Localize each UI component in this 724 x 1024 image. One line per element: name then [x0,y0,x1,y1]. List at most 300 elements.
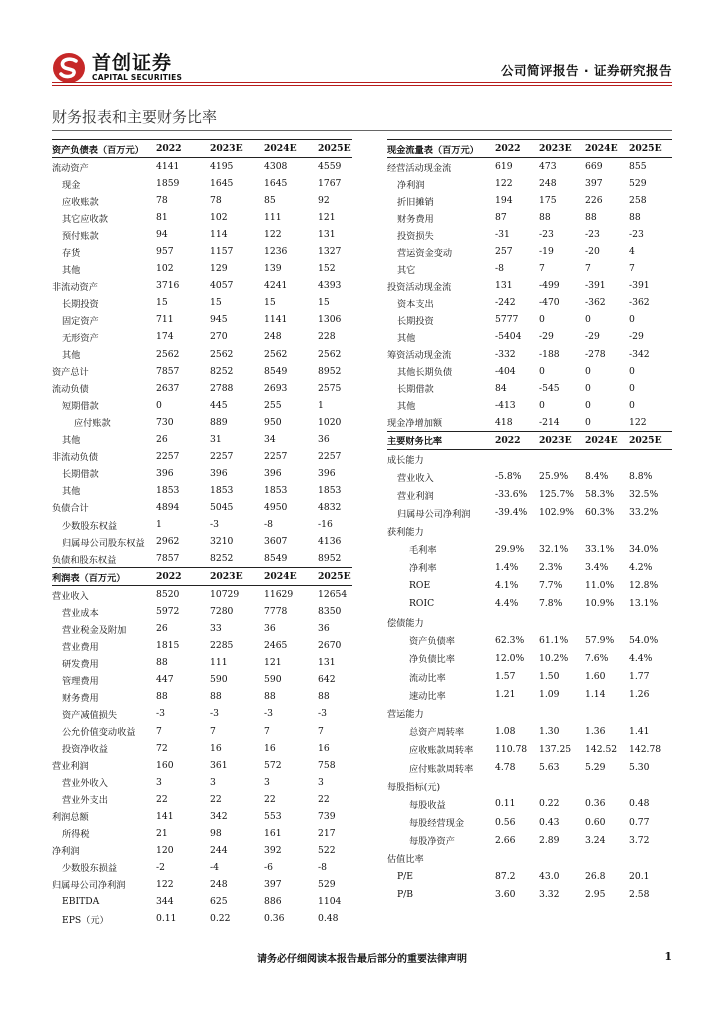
cell-value [539,704,585,722]
cell-value [585,849,629,867]
cell-value: 1.09 [539,689,560,701]
cell-value: 0.36 [585,798,606,810]
row-label: P/B [397,889,414,901]
table-row [387,795,672,813]
table-row [387,380,672,397]
cell-value: 161 [264,827,282,839]
cell-value: 396 [318,467,336,479]
row-label: 营业利润 [397,490,434,502]
cell-value [495,522,539,540]
cell-value: 2257 [156,450,180,462]
cell-value [495,777,539,795]
cell-value: 396 [210,467,228,479]
cell-value: 88 [156,691,168,703]
cell-value: -16 [318,519,333,530]
cell-value: -214 [539,416,560,428]
cell-value: 0.60 [585,816,606,828]
row-label: P/E [397,871,413,883]
row-label: 流动资产 [52,162,89,174]
cell-value: 3716 [156,280,180,292]
row-label: 其他 [62,486,81,498]
table-row [52,175,352,192]
cash-flow-table [387,139,672,431]
cell-value: 3607 [264,536,288,548]
cell-value: 270 [210,331,228,343]
table-row [52,482,352,499]
cell-value: 2.66 [495,834,516,846]
cell-value: 114 [210,229,228,241]
table-row [52,603,352,620]
page-number: 1 [664,950,672,963]
table-row [52,192,352,209]
row-label: 成长能力 [387,454,424,466]
table-row [52,688,352,705]
cell-value: 7.7% [539,580,563,592]
cell-value: 2562 [318,348,342,360]
table-row [52,346,352,363]
table-row [52,620,352,637]
cell-value: 4393 [318,280,342,292]
cell-value: 1.08 [495,725,516,737]
row-label: 净利率 [409,563,437,575]
cell-value: -362 [585,297,606,309]
cell-value: -404 [495,365,516,377]
row-label: 应收账款周转率 [409,745,474,757]
cell-value: 2465 [264,640,288,652]
row-label: 流动负债 [52,384,89,396]
row-label: 流动比率 [409,672,446,684]
row-label: 负债和股东权益 [52,554,117,566]
cell-value: 3.4% [585,561,609,573]
cell-value: 4.2% [629,561,653,573]
cell-value: -33.6% [495,489,528,501]
cell-value: 0.11 [495,798,516,810]
cell-value: -19 [539,246,554,258]
cell-value: 7 [156,725,162,737]
table-row [52,226,352,243]
cell-value: 4832 [318,501,342,513]
cell-value: 88 [156,657,168,669]
table-row [387,192,672,209]
cell-value [539,613,585,631]
cell-value: 1853 [210,484,234,496]
cell-value: 131 [495,280,513,292]
cell-value: -5404 [495,331,522,343]
cell-value: 102 [210,212,228,224]
brand-logo [52,52,192,84]
cell-value: 12.8% [629,580,659,592]
cell-value: 7 [318,725,324,737]
row-label: 应收账款 [62,196,99,208]
cell-value: 8252 [210,553,234,565]
cell-value: 2257 [264,450,288,462]
cell-value: 396 [264,467,282,479]
cell-value: 2285 [210,640,234,652]
cell-value: 396 [156,467,174,479]
cell-value: 522 [318,844,336,856]
cell-value: 855 [629,161,647,173]
cell-value: 81 [156,212,168,224]
cell-value: 85 [264,195,276,207]
cell-value [539,777,585,795]
cell-value: 758 [318,759,336,771]
cell-value: 36 [318,623,330,635]
cell-value: 21 [156,827,168,839]
cell-value: -413 [495,399,516,411]
cell-value: 228 [318,331,336,343]
table-row [387,668,672,686]
cell-value: 175 [539,195,557,207]
cell-value: 8520 [156,589,180,601]
cell-value: 590 [210,674,228,686]
cell-value: 5972 [156,606,180,618]
cell-value: 15 [264,297,276,309]
cell-value: 0.22 [210,913,231,925]
cell-value [539,522,585,540]
cell-value: 22 [210,793,222,805]
table-row [52,328,352,345]
cell-value: 137.25 [539,743,572,755]
cell-value: 194 [495,195,513,207]
table-row [52,740,352,757]
row-label: 少数股东损益 [62,863,118,875]
row-label: 其它 [397,264,416,276]
cell-value [585,449,629,467]
table-row [52,397,352,414]
table-row [52,723,352,740]
cell-value: 0 [156,399,162,411]
row-label: 利润总额 [52,812,89,824]
cell-value: -29 [629,331,644,343]
table-row [387,868,672,886]
cell-value: 0 [585,365,591,377]
cell-value: 2.95 [585,889,606,901]
year-header: 2025E [318,568,352,586]
header-divider-secondary [52,85,672,86]
cell-value: 3 [318,776,324,788]
cell-value: 248 [210,878,228,890]
cell-value: 619 [495,161,513,173]
table-row [387,504,672,522]
table-row [387,346,672,363]
row-label: 营业收入 [52,590,89,602]
cell-value [629,613,672,631]
table-row [52,209,352,226]
table-row [52,380,352,397]
cell-value: -31 [495,229,510,241]
cell-value: -3 [210,519,219,530]
cell-value: -8 [495,263,504,275]
cell-value: 33 [210,623,222,635]
header-divider [52,82,672,83]
table-row [52,910,352,927]
cell-value: 33.1% [585,543,615,555]
cell-value: 1853 [264,484,288,496]
row-label: 管理费用 [62,675,99,687]
row-label: 长期借款 [397,384,434,396]
cell-value: 142.52 [585,743,618,755]
cell-value: -332 [495,348,516,360]
cell-value: 1157 [210,246,234,258]
table-row [52,260,352,277]
cell-value: 26.8 [585,871,606,883]
cell-value: 0 [629,399,635,411]
cell-value: 5.30 [629,762,650,774]
row-label: 负债合计 [52,503,89,515]
cell-value [585,522,629,540]
table-row [387,813,672,831]
table-row [52,516,352,533]
cell-value: 142.78 [629,743,662,755]
cell-value: 16 [264,742,276,754]
cell-value: 31 [210,433,222,445]
row-label: 营业利润 [52,761,89,773]
cell-value: 447 [156,674,174,686]
table-row [52,414,352,431]
cell-value: 34 [264,433,276,445]
cell-value: 4.4% [629,652,653,664]
table-row [387,486,672,504]
table-row [52,893,352,910]
cell-value [495,449,539,467]
table-row [387,311,672,328]
cell-value: 392 [264,844,282,856]
table-row [52,465,352,482]
table-row [387,294,672,311]
cell-value: 12654 [318,589,348,601]
cell-value [495,704,539,722]
cell-value: 121 [318,212,336,224]
cell-value: 0 [585,399,591,411]
year-header: 2025E [629,140,672,158]
table-row [387,522,672,540]
row-label: 少数股东权益 [62,520,118,532]
cell-value: 344 [156,895,174,907]
cell-value: 88 [264,691,276,703]
row-label: 净利润 [52,846,80,858]
cell-value: 13.1% [629,598,659,610]
table-row [52,671,352,688]
cell-value: 0.22 [539,798,560,810]
year-header: 2022 [156,140,210,158]
cell-value: 5.29 [585,762,606,774]
cell-value: 25.9% [539,471,569,483]
cell-value: 54.0% [629,634,659,646]
cell-value: 7 [585,263,591,275]
cell-value: 22 [264,793,276,805]
cell-value: 33.2% [629,507,659,519]
table-row [52,550,352,567]
table-row [52,842,352,859]
cell-value: 88 [539,212,551,224]
cell-value: 529 [629,178,647,190]
table-row [52,363,352,380]
cell-value: -8 [264,519,273,530]
table-row [387,209,672,226]
table-row [52,774,352,791]
table-row [52,876,352,893]
cell-value: 87.2 [495,871,516,883]
brand-logo-icon [52,52,86,84]
cell-value: -3 [318,708,327,720]
table-row [52,825,352,842]
cell-value: 1.77 [629,671,650,683]
cell-value: 16 [210,742,222,754]
income-statement-table [52,567,352,927]
cell-value: -3 [264,708,273,720]
cell-value: 1104 [318,895,342,907]
cell-value: 7857 [156,365,180,377]
cell-value: 2693 [264,382,288,394]
cell-value: 945 [210,314,228,326]
cell-value: 0.48 [318,913,339,925]
cell-value: 4136 [318,536,342,548]
cell-value: 889 [210,416,228,428]
row-label: 每股指标(元) [387,781,441,793]
ratios-header-row [387,431,672,449]
cell-value: 58.3% [585,489,615,501]
cell-value: 0 [629,382,635,394]
cell-value: 29.9% [495,543,525,555]
cell-value: 10.2% [539,652,569,664]
cell-value: 1.30 [539,725,560,737]
cell-value: -2 [156,861,165,873]
cell-value: 1306 [318,314,342,326]
table-row [387,831,672,849]
year-header: 2023E [210,140,264,158]
cell-value: 445 [210,399,228,411]
cell-value: 1645 [264,178,288,190]
table-row [387,631,672,649]
cell-value: -6 [264,861,273,873]
row-label: 营业外收入 [62,778,108,790]
cell-value: 174 [156,331,174,343]
table-row [387,849,672,867]
cell-value: 4 [629,246,635,258]
cell-value: 1.14 [585,689,606,701]
cell-value [585,613,629,631]
row-label: 总资产周转率 [409,727,465,739]
cell-value: 2257 [318,450,342,462]
cell-value: 711 [156,314,174,326]
cell-value: 2788 [210,382,234,394]
row-label: 其他 [397,401,416,413]
year-header: 2023E [539,140,585,158]
cell-value: 0.36 [264,913,285,925]
cell-value: -29 [585,331,600,343]
cell-value: 139 [264,263,282,275]
cell-value: 36 [318,433,330,445]
year-header: 2024E [585,431,629,449]
table-row [387,758,672,776]
cell-value: 730 [156,416,174,428]
cell-value: -23 [629,229,644,241]
cell-value: 625 [210,895,228,907]
cell-value: 160 [156,759,174,771]
row-label: EPS（元） [62,914,109,926]
cell-value: 0.48 [629,798,650,810]
cell-value: 590 [264,674,282,686]
cell-value: 111 [264,212,282,224]
table-row [52,637,352,654]
cell-value [629,704,672,722]
cell-value: 122 [629,416,647,428]
table-row [52,808,352,825]
ratios-title: 主要财务比率 [387,431,495,449]
left-column [52,139,352,927]
cell-value: 60.3% [585,507,615,519]
row-label: 短期借款 [62,401,99,413]
cash-flow-title: 现金流量表（百万元） [387,140,495,158]
cell-value: -5.8% [495,471,522,483]
cell-value: -391 [585,280,606,292]
cell-value: 950 [264,416,282,428]
row-label: 每股收益 [409,799,446,811]
cell-value: 244 [210,844,228,856]
cell-value: 0 [585,382,591,394]
cell-value: 0.43 [539,816,560,828]
row-label: ROIC [409,598,435,610]
row-label: 资本支出 [397,298,434,310]
row-label: 投资损失 [397,230,434,242]
cell-value: 1.50 [539,671,560,683]
cell-value [495,613,539,631]
cell-value: 342 [210,810,228,822]
cell-value: 217 [318,827,336,839]
cell-value: 1.41 [629,725,650,737]
cell-value: 4894 [156,501,180,513]
table-row [387,175,672,192]
table-row [387,226,672,243]
cell-value: 553 [264,810,282,822]
row-label: 偿债能力 [387,618,424,630]
cell-value: 7857 [156,553,180,565]
row-label: 投资活动现金流 [387,281,452,293]
cell-value: 1327 [318,246,342,258]
page-header [0,0,724,96]
row-label: 其它应收款 [62,213,108,225]
cell-value: 0 [629,314,635,326]
row-label: 营业费用 [62,641,99,653]
cell-value: 102.9% [539,507,575,519]
cell-value: 8549 [264,553,288,565]
cell-value: -39.4% [495,507,528,519]
cell-value: 94 [156,229,168,241]
table-row [387,777,672,795]
cell-value: 34.0% [629,543,659,555]
cell-value: 0.11 [156,913,177,925]
cell-value: 3 [210,776,216,788]
table-row [52,158,352,176]
cell-value: 1020 [318,416,342,428]
row-label: 营运资金变动 [397,247,453,259]
cell-value: 122 [264,229,282,241]
table-row [387,397,672,414]
cell-value: 1767 [318,178,342,190]
row-label: 营业税金及附加 [62,624,127,636]
brand-name-cn: 首创证券 [92,52,173,74]
table-row [387,260,672,277]
cell-value: 2575 [318,382,342,394]
cell-value: 0.77 [629,816,650,828]
cell-value [585,777,629,795]
cell-value: 7.8% [539,598,563,610]
cell-value: 0 [539,314,545,326]
cell-value: 4.1% [495,580,519,592]
cell-value: 3 [156,776,162,788]
cell-value: 32.5% [629,489,659,501]
cell-value: 1.26 [629,689,650,701]
